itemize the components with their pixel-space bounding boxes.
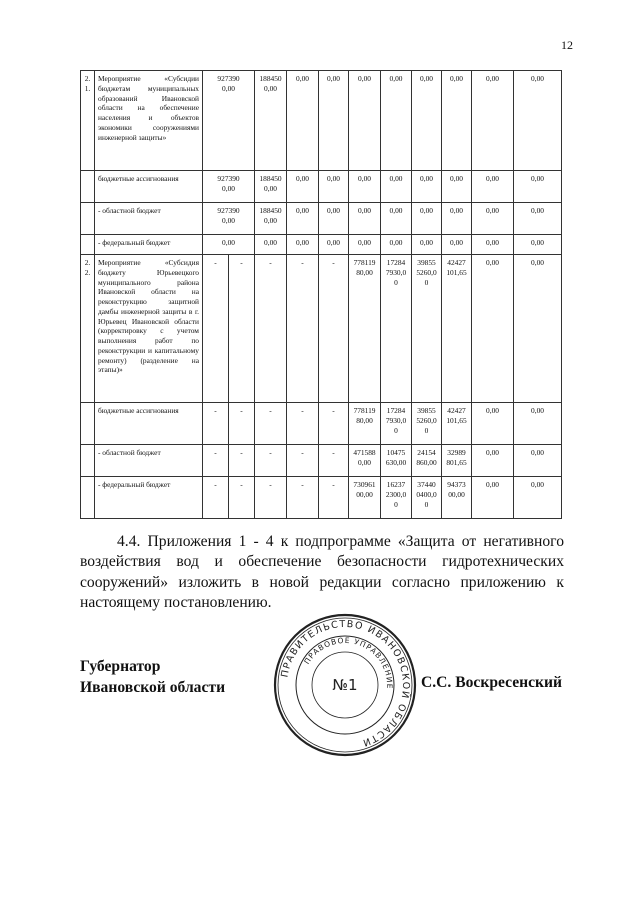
value-cell: - [255,477,287,519]
value-cell: 0,00 [514,255,562,403]
row-name: Мероприятие «Субсидии бюджетам муниципальных образований Ивановской области на обеспечение населения и объектов экономики сооружениями инженерной защиты» [95,71,203,171]
row-name: - областной бюджет [95,445,203,477]
value-cell: - [287,477,319,519]
row-name: - областной бюджет [95,203,203,235]
value-cell: 0,00 [514,477,562,519]
signature-position [80,656,225,698]
value-cell: 927390 0,00 [203,203,255,235]
value-cell: 0,00 [514,235,562,255]
stamp-inner-text: ПРАВОВОЕ УПРАВЛЕНИЕ [302,635,395,690]
budget-table [80,70,562,519]
value-cell: 0,00 [472,235,514,255]
row-index [81,477,95,519]
value-cell: 0,00 [381,203,412,235]
signature-name: С.С. Воскресенский [421,674,562,691]
section-4-4-paragraph: 4.4. Приложения 1 - 4 к подпрограмме «Защита от негативного воздействия вод и обеспечение безопасности гидротехнических сооружений» изложить в новой редакции согласно приложению к настоящему постановлению. [80,533,564,611]
value-cell: 42427 101,65 [442,255,472,403]
value-cell: 39855 5260,0 0 [412,403,442,445]
value-cell: 10475 630,00 [381,445,412,477]
value-cell: 188450 0,00 [255,171,287,203]
value-cell: - [319,445,349,477]
row-index [81,171,95,203]
value-cell: 0,00 [319,235,349,255]
row-index [81,403,95,445]
official-stamp [270,610,420,760]
value-cell: 0,00 [442,171,472,203]
row-name: - федеральный бюджет [95,477,203,519]
value-cell: 32989 801,65 [442,445,472,477]
stamp-number: №1 [332,676,358,694]
value-cell: 0,00 [412,235,442,255]
table-row [81,203,562,235]
value-cell: 0,00 [472,403,514,445]
value-cell: 778119 80,00 [349,403,381,445]
value-cell: - [255,403,287,445]
value-cell: 39855 5260,0 0 [412,255,442,403]
value-cell: 0,00 [349,171,381,203]
value-cell: 0,00 [472,171,514,203]
table-row [81,171,562,203]
value-cell: 0,00 [472,445,514,477]
value-cell: - [255,255,287,403]
value-cell: 0,00 [472,477,514,519]
value-cell: 0,00 [287,71,319,171]
value-cell: 0,00 [472,203,514,235]
value-cell: 778119 80,00 [349,255,381,403]
value-cell: 17284 7930,0 0 [381,403,412,445]
value-cell: - [287,255,319,403]
value-cell: - [319,477,349,519]
value-cell: 0,00 [287,171,319,203]
value-cell: - [287,445,319,477]
value-cell: 471588 0,00 [349,445,381,477]
value-cell: 188450 0,00 [255,71,287,171]
value-cell: 927390 0,00 [203,71,255,171]
row-name: бюджетные ассигнования [95,171,203,203]
row-index: 2. 1. [81,71,95,171]
row-index [81,203,95,235]
value-cell: 0,00 [472,255,514,403]
value-cell: 0,00 [381,235,412,255]
value-cell: 0,00 [255,235,287,255]
table-row [81,255,562,403]
table-row [81,445,562,477]
value-cell: 0,00 [319,171,349,203]
value-cell: 0,00 [287,235,319,255]
signature-position-line1: Губернатор [80,658,161,675]
value-cell: - [255,445,287,477]
value-cell: 0,00 [442,71,472,171]
value-cell: 927390 0,00 [203,171,255,203]
value-cell: 94373 00,00 [442,477,472,519]
signature-position-line2: Ивановской области [80,679,226,697]
value-cell: 0,00 [381,171,412,203]
value-cell: 0,00 [203,235,255,255]
row-name: бюджетные ассигнования [95,403,203,445]
page-number: 12 [561,38,573,52]
table-row [81,71,562,171]
value-cell: 0,00 [514,171,562,203]
value-cell: - [229,403,255,445]
row-index [81,445,95,477]
value-cell: 0,00 [442,203,472,235]
value-cell: 0,00 [381,71,412,171]
value-cell: 0,00 [514,403,562,445]
value-cell: 0,00 [412,203,442,235]
table-row [81,235,562,255]
value-cell: - [203,477,229,519]
value-cell: - [203,445,229,477]
stamp-outer-text: ПРАВИТЕЛЬСТВО ИВАНОВСКОЙ ОБЛАСТИ [279,618,412,749]
row-name: - федеральный бюджет [95,235,203,255]
table-row [81,403,562,445]
value-cell: 17284 7930,0 0 [381,255,412,403]
value-cell: 24154 860,00 [412,445,442,477]
value-cell: 0,00 [319,203,349,235]
value-cell: 0,00 [319,71,349,171]
value-cell: 16237 2300,0 0 [381,477,412,519]
value-cell: 730961 00,00 [349,477,381,519]
value-cell: 42427 101,65 [442,403,472,445]
value-cell: 188450 0,00 [255,203,287,235]
value-cell: 0,00 [349,203,381,235]
value-cell: - [229,477,255,519]
value-cell: 0,00 [412,171,442,203]
value-cell: 0,00 [412,71,442,171]
row-index [81,235,95,255]
value-cell: 0,00 [514,203,562,235]
value-cell: - [319,403,349,445]
table-row [81,477,562,519]
value-cell: 0,00 [349,71,381,171]
row-name: Мероприятие «Субсидия бюджету Юрьевецкого муниципального района Ивановской области на реконструкцию защитной дамбы инженерной защиты в г. Юрьевец Ивановской области (корректировку с учетом выполнения работ по реконструкции и капитальному ремонту) (разделение на этапы)» [95,255,203,403]
value-cell: 0,00 [349,235,381,255]
value-cell: - [229,445,255,477]
value-cell: 0,00 [514,71,562,171]
value-cell: 0,00 [287,203,319,235]
value-cell: 37440 0400,0 0 [412,477,442,519]
value-cell: - [229,255,255,403]
value-cell: - [287,403,319,445]
value-cell: - [203,255,229,403]
value-cell: - [319,255,349,403]
value-cell: - [203,403,229,445]
value-cell: 0,00 [514,445,562,477]
value-cell: 0,00 [472,71,514,171]
value-cell: 0,00 [442,235,472,255]
table-body [81,71,562,519]
row-index: 2. 2. [81,255,95,403]
